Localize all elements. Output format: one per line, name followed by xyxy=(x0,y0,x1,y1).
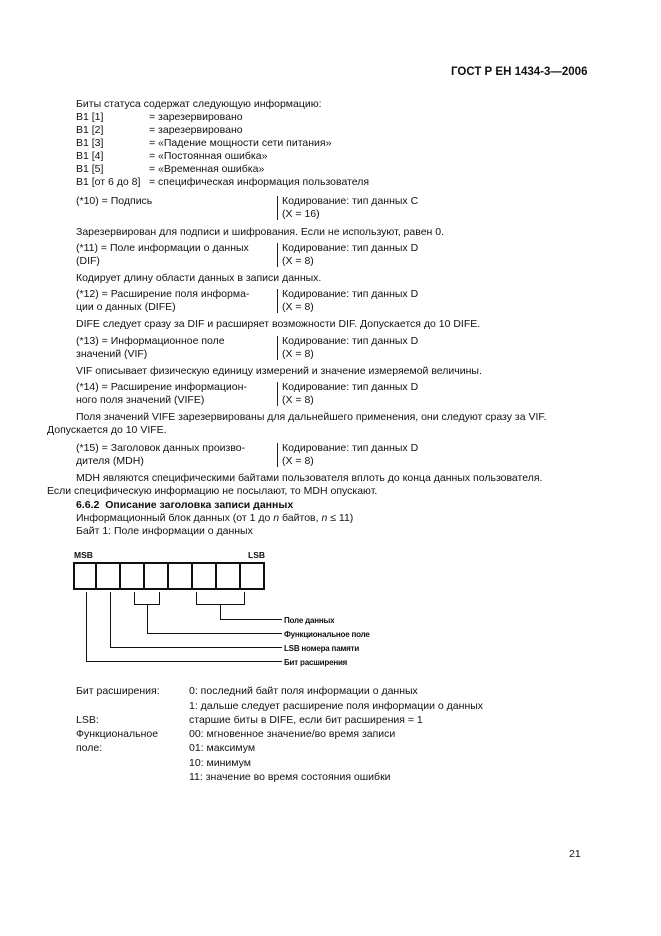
column-divider xyxy=(277,243,278,267)
field-note: Кодирует длину области данных в записи данных. xyxy=(76,272,322,284)
bit-cell xyxy=(97,562,121,590)
section-line2: Байт 1: Поле информации о данных xyxy=(76,525,253,537)
bit-cell xyxy=(217,562,241,590)
status-bit: B1 [2] xyxy=(76,124,104,136)
legend-term: Функциональное xyxy=(76,728,159,740)
bracket-line xyxy=(134,592,135,604)
legend-def: старшие биты в DIFE, если бит расширения = 1 xyxy=(189,714,423,726)
bit-cell xyxy=(193,562,217,590)
leader-line xyxy=(110,592,111,647)
bit-cell xyxy=(241,562,265,590)
msb-label: MSB xyxy=(74,550,93,560)
field-left-line2: ции о данных (DIFE) xyxy=(76,301,176,313)
field-coding-x: (X = 16) xyxy=(282,208,320,220)
legend-def: 00: мгновенное значение/во время записи xyxy=(189,728,396,740)
leader-line xyxy=(86,661,282,662)
status-desc: = «Падение мощности сети питания» xyxy=(149,137,332,149)
leader-line xyxy=(220,619,282,620)
field-note: Зарезервирован для подписи и шифрования. Если не используют, равен 0. xyxy=(76,226,445,238)
status-intro: Биты статуса содержат следующую информацию: xyxy=(76,98,322,110)
bit-cell xyxy=(145,562,169,590)
text-part: ≤ 11) xyxy=(327,512,354,524)
field-coding-x: (X = 8) xyxy=(282,301,314,313)
field-coding: Кодирование: тип данных С xyxy=(282,195,419,207)
field-left-line2: дителя (MDH) xyxy=(76,455,144,467)
text-part: байтов, xyxy=(279,512,322,524)
bit-cell xyxy=(73,562,97,590)
legend-term: Бит расширения: xyxy=(76,685,160,697)
bracket-line xyxy=(159,592,160,604)
field-coding-x: (X = 8) xyxy=(282,455,314,467)
column-divider xyxy=(277,196,278,220)
column-divider xyxy=(277,382,278,406)
bracket-line xyxy=(196,592,197,604)
field-note-continued: Допускается до 10 VIFE. xyxy=(47,424,167,436)
field-left-line1: (*14) = Расширение информацион- xyxy=(76,381,247,393)
field-note: MDH являются специфическими байтами пользователя вплоть до конца данных пользователя. xyxy=(76,472,543,484)
leader-line xyxy=(86,592,87,661)
label-data-field: Поле данных xyxy=(284,616,335,625)
status-bit: B1 [1] xyxy=(76,111,104,123)
field-coding: Кодирование: тип данных D xyxy=(282,242,419,254)
bit-cell xyxy=(169,562,193,590)
field-coding: Кодирование: тип данных D xyxy=(282,288,419,300)
var-n: n xyxy=(273,512,280,524)
field-left-line2: (DIF) xyxy=(76,255,100,267)
leader-line xyxy=(220,604,221,619)
section-heading xyxy=(76,499,293,512)
status-desc: = «Постоянная ошибка» xyxy=(149,150,268,162)
field-coding: Кодирование: тип данных D xyxy=(282,381,419,393)
field-note: VIF описывает физическую единицу измерений и значение измеряемой величины. xyxy=(76,365,482,377)
field-note: DIFE следует сразу за DIF и расширяет возможности DIF. Допускается до 10 DIFE. xyxy=(76,318,481,330)
field-coding-x: (X = 8) xyxy=(282,255,314,267)
field-note: Поля значений VIFE зарезервированы для дальнейшего применения, они следуют сразу за VIF. xyxy=(76,411,547,423)
field-left-line1: (*11) = Поле информации о данных xyxy=(76,242,249,254)
section-number: 6.6.2 xyxy=(76,499,100,511)
legend-def: 01: максимум xyxy=(189,742,256,754)
field-coding: Кодирование: тип данных D xyxy=(282,335,419,347)
field-coding-x: (X = 8) xyxy=(282,394,314,406)
section-title: Описание заголовка записи данных xyxy=(105,499,294,511)
status-bit: B1 [от 6 до 8] xyxy=(76,176,141,188)
field-left-line1: (*15) = Заголовок данных произво- xyxy=(76,442,246,454)
column-divider xyxy=(277,336,278,360)
leader-line xyxy=(147,633,282,634)
legend-def: 1: дальше следует расширение поля информации о данных xyxy=(189,700,484,712)
label-function-field: Функциональное поле xyxy=(284,630,370,639)
bracket-line xyxy=(244,592,245,604)
field-coding: Кодирование: тип данных D xyxy=(282,442,419,454)
var-n: n xyxy=(321,512,328,524)
status-desc: = зарезервировано xyxy=(149,124,243,136)
label-extension-bit: Бит расширения xyxy=(284,658,348,667)
page-number: 21 xyxy=(569,848,581,860)
document-id: ГОСТ Р ЕН 1434-3—2006 xyxy=(451,66,588,78)
field-left-line2: значений (VIF) xyxy=(76,348,148,360)
field-left-line2: ного поля значений (VIFE) xyxy=(76,394,205,406)
status-desc: = зарезервировано xyxy=(149,111,243,123)
lsb-label: LSB xyxy=(248,550,265,560)
status-bit: B1 [4] xyxy=(76,150,104,162)
field-left-line1: (*13) = Информационное поле xyxy=(76,335,225,347)
leader-line xyxy=(147,604,148,633)
column-divider xyxy=(277,289,278,313)
label-lsb-storage: LSB номера памяти xyxy=(284,644,360,653)
text-part: Информационный блок данных (от 1 до xyxy=(76,512,274,524)
column-divider xyxy=(277,443,278,467)
field-left-line1: (*12) = Расширение поля информа- xyxy=(76,288,250,300)
legend-def: 0: последний байт поля информации о данных xyxy=(189,685,418,697)
legend-term: LSB: xyxy=(76,714,99,726)
bit-cell xyxy=(121,562,145,590)
field-coding-x: (X = 8) xyxy=(282,348,314,360)
section-line1 xyxy=(76,512,353,525)
status-desc: = «Временная ошибка» xyxy=(149,163,265,175)
legend-def: 11: значение во время состояния ошибки xyxy=(189,771,391,783)
legend-term: поле: xyxy=(76,742,103,754)
status-bit: B1 [3] xyxy=(76,137,104,149)
leader-line xyxy=(110,647,282,648)
field-note-continued: Если специфическую информацию не посылают, то MDH опускают. xyxy=(47,485,378,497)
status-desc: = специфическая информация пользователя xyxy=(149,176,370,188)
legend-def: 10: минимум xyxy=(189,757,251,769)
status-bit: B1 [5] xyxy=(76,163,104,175)
field-left-line1: (*10) = Подпись xyxy=(76,195,153,207)
